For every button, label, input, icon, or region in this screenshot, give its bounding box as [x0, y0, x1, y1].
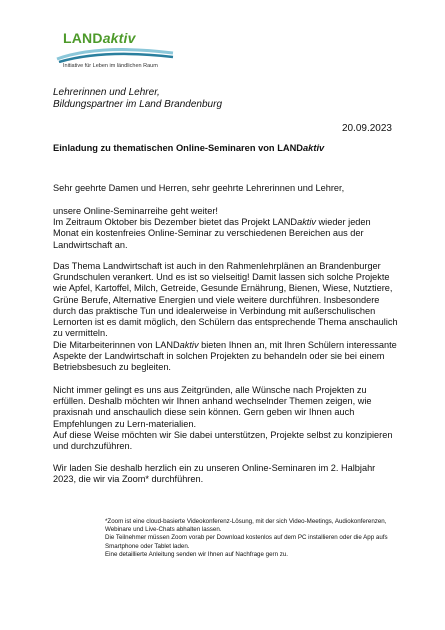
paragraph-intro-line: unsere Online-Seminarreihe geht weiter!	[53, 206, 218, 216]
paragraph-intro	[53, 206, 398, 251]
paragraph-support	[53, 385, 398, 452]
letter-subject	[53, 143, 324, 153]
paragraph-intro-part-b: wieder jeden Monat ein kostenfreies Online-Seminar zu verschiedenen Bereichen aus der Landwirtschaft an.	[53, 217, 371, 250]
footnote-line-3: Eine detaillierte Anleitung senden wir Ihnen auf Nachfrage gern zu.	[105, 550, 288, 558]
paragraph-support-b: Auf diese Weise möchten wir Sie dabei unterstützen, Projekte selbst zu konzipieren und durchzuführen.	[53, 429, 393, 452]
logo-aktiv: aktiv	[102, 30, 136, 46]
logo-tagline: Initiative für Leben im ländlichen Raum	[63, 63, 158, 69]
logo-land: LAND	[63, 30, 103, 46]
landaktiv-logo	[55, 30, 175, 75]
paragraph-offer-part-b: bieten Ihnen an, mit Ihren Schülern interessante Aspekte der Landwirtschaft in solchen Projekten zu behandeln oder sie bei einem Betriebsbesuch zu begleiten.	[53, 340, 397, 373]
logo-swoosh-graphic	[55, 43, 175, 63]
recipient-line-1: Lehrerinnen und Lehrer,	[53, 87, 160, 98]
paragraph-offer-aktiv: aktiv	[179, 340, 199, 350]
logo-wordmark	[63, 30, 136, 46]
recipient-block	[53, 87, 222, 111]
paragraph-offer-part-a: Die Mitarbeiterinnen von LAND	[53, 340, 180, 350]
paragraph-intro-aktiv: aktiv	[297, 217, 316, 228]
paragraph-support-a: Nicht immer gelingt es uns aus Zeitgründen, alle Wünsche nach Projekten zu erfüllen. Deshalb möchten wir Ihnen anhand wechselnder Themen zeigen, wie praxisnah und anschaulich diese sein können. Gern geben wir Ihnen auch Empfehlungen zu Lern-materialien.	[53, 385, 372, 429]
paragraph-intro-text	[53, 217, 398, 251]
subject-aktiv: aktiv	[303, 143, 325, 153]
paragraph-offer	[53, 340, 398, 374]
paragraph-topics: Das Thema Landwirtschaft ist auch in den Rahmenlehrplänen an Brandenburger Grundschulen verankert. Und es ist so vielseitig! Damit lassen sich solche Projekte wie Apfel, Kartoffel, Milch, Getreide, Gesunde Ernährung, Bienen, Wiese, Nutztiere, Grüne Berufe, Alternative Energien und viele weitere durchführen. Insbesondere durch das praktische Tun und idealerweise in Verbindung mit außerschulischen Lernorten ist es damit möglich, den Schülern das entsprechende Thema anschaulich zu vermitteln.	[53, 261, 398, 339]
footnote-line-2: Die Teilnehmer müssen Zoom vorab per Download kostenlos auf dem PC installieren oder die App aufs Smartphone oder Tablet laden.	[105, 534, 388, 550]
zoom-footnote	[105, 518, 405, 559]
paragraph-invitation: Wir laden Sie deshalb herzlich ein zu unseren Online-Seminaren im 2. Halbjahr 2023, die wir via Zoom* durchführen.	[53, 463, 376, 485]
letter-date: 20.09.2023	[341, 123, 392, 134]
recipient-line-2: Bildungspartner im Land Brandenburg	[53, 99, 222, 110]
subject-text: Einladung zu thematischen Online-Seminaren von LAND	[53, 143, 304, 153]
paragraph-intro-part-a: Im Zeitraum Oktober bis Dezember bietet das Projekt LAND	[53, 217, 298, 228]
salutation: Sehr geehrte Damen und Herren, sehr geehrte Lehrerinnen und Lehrer,	[53, 183, 345, 193]
footnote-line-1: *Zoom ist eine cloud-basierte Videokonferenz-Lösung, mit der sich Video-Meetings, Audiokonferenzen, Webinare und Live-Chats abhalten lassen.	[105, 518, 387, 534]
